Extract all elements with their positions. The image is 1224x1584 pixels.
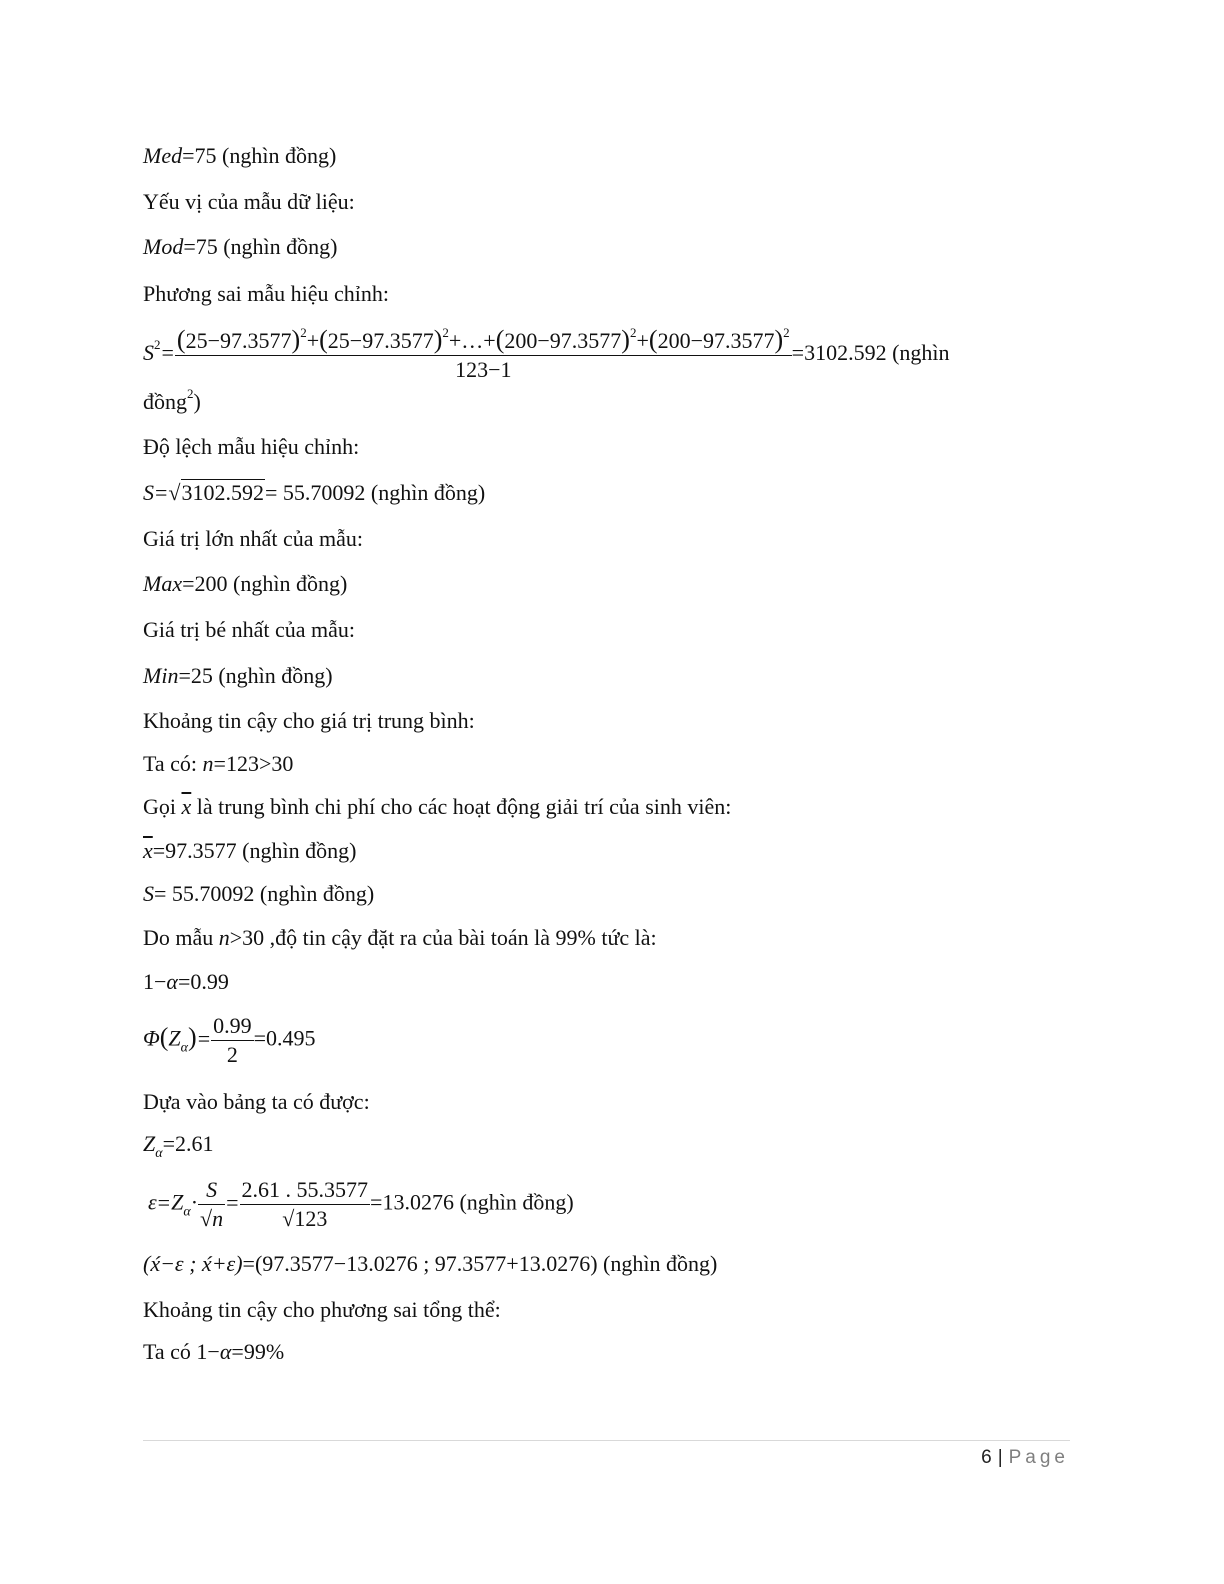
- mode-heading: Yếu vị của mẫu dữ liệu:: [143, 189, 355, 214]
- variance-heading: Phương sai mẫu hiệu chỉnh:: [143, 281, 389, 306]
- phi-formula: $\Phi(Z_\alpha)=$ $\frac{0.99}{2}$ =0.495: [143, 1013, 316, 1067]
- min-line: Min=25 (nghìn đồng): [143, 663, 333, 688]
- median-symbol: Med: [143, 143, 183, 168]
- sample-size-line: Ta có: n=123>30: [143, 751, 294, 776]
- page-number: 6: [981, 1447, 992, 1468]
- footer-separator: |: [997, 1447, 1003, 1468]
- variance-formula: $S^2=$ $\frac{(25-97.3577)^2+(25-97.3577)^2+\dots+(200-97.3577)^2+(200-97.3577)^2}{123-1}$ =3102.592 (nghìn: [143, 325, 950, 382]
- max-line: Max=200 (nghìn đồng): [143, 571, 348, 596]
- footer-page-word: Page: [1008, 1447, 1069, 1468]
- mode-value: =75 (nghìn đồng): [183, 234, 338, 259]
- z-value-line: $Z_\alpha=2.61$: [143, 1131, 214, 1161]
- sqrt-expression: √3102.592: [168, 480, 264, 505]
- variance-numerator: $(25-97.3577)^2+(25-97.3577)^2+\dots+(200-97.3577)^2+(200-97.3577)^2$: [176, 325, 790, 354]
- mean-ci-heading: Khoảng tin cậy cho giá trị trung bình:: [143, 708, 475, 733]
- median-line: [143, 142, 336, 170]
- epsilon-formula: $\varepsilon=Z_\alpha\cdot$ $\frac{S}{√n}$ = $\frac{2.61 . 55.3577}{√123}$ =13.0276 (nghìn đồng): [148, 1177, 574, 1231]
- confidence-interval-line: (x́−ε ; x́+ε)=(97.3577−13.0276 ; 97.3577+13.0276) (nghìn đồng): [143, 1251, 718, 1276]
- alpha-percent-line: Ta có 1−α=99%: [143, 1339, 285, 1364]
- variance-result: =3102.592 (nghìn: [791, 340, 950, 366]
- variance-unit-continuation: đồng$^2$): [143, 386, 201, 414]
- max-heading: Giá trị lớn nhất của mẫu:: [143, 526, 363, 551]
- page-footer: [981, 1447, 1069, 1469]
- std-value-line: S= 55.70092 (nghìn đồng): [143, 881, 375, 906]
- mode-symbol: Mod: [143, 234, 184, 259]
- epsilon-fraction: $\frac{2.61 . 55.3577}{√123}$: [241, 1177, 369, 1231]
- variance-denominator: 123−1: [175, 355, 792, 384]
- table-lookup-line: Dựa vào bảng ta có được:: [143, 1089, 370, 1114]
- variance-symbol: S: [143, 340, 154, 366]
- std-heading: Độ lệch mẫu hiệu chỉnh:: [143, 434, 360, 459]
- variance-fraction: [175, 326, 792, 384]
- footer-divider: [143, 1440, 1070, 1441]
- mean-value-line: $\overline{x}=97.3577$ (nghìn đồng): [143, 838, 357, 863]
- median-value: =75 (nghìn đồng): [182, 143, 337, 168]
- phi-fraction: $\frac{0.99}{2}$: [213, 1013, 252, 1067]
- std-result: = 55.70092 (nghìn đồng): [265, 480, 486, 505]
- confidence-level-line: Do mẫu n>30 ,độ tin cậy đặt ra của bài toán là 99% tức là:: [143, 925, 657, 950]
- variance-ci-heading: Khoảng tin cậy cho phương sai tổng thể:: [143, 1297, 501, 1322]
- mean-definition-line: Gọi $\overline{x}$ là trung bình chi phí cho các hoạt động giải trí của sinh viên:: [143, 794, 732, 819]
- std-symbol: S: [143, 480, 154, 505]
- mode-line: [143, 233, 338, 261]
- s-over-sqrt-n: $\frac{S}{√n}$: [200, 1177, 224, 1231]
- std-line: S=√3102.592= 55.70092 (nghìn đồng): [143, 480, 486, 505]
- alpha-line: 1−α=0.99: [143, 969, 229, 994]
- min-heading: Giá trị bé nhất của mẫu:: [143, 617, 355, 642]
